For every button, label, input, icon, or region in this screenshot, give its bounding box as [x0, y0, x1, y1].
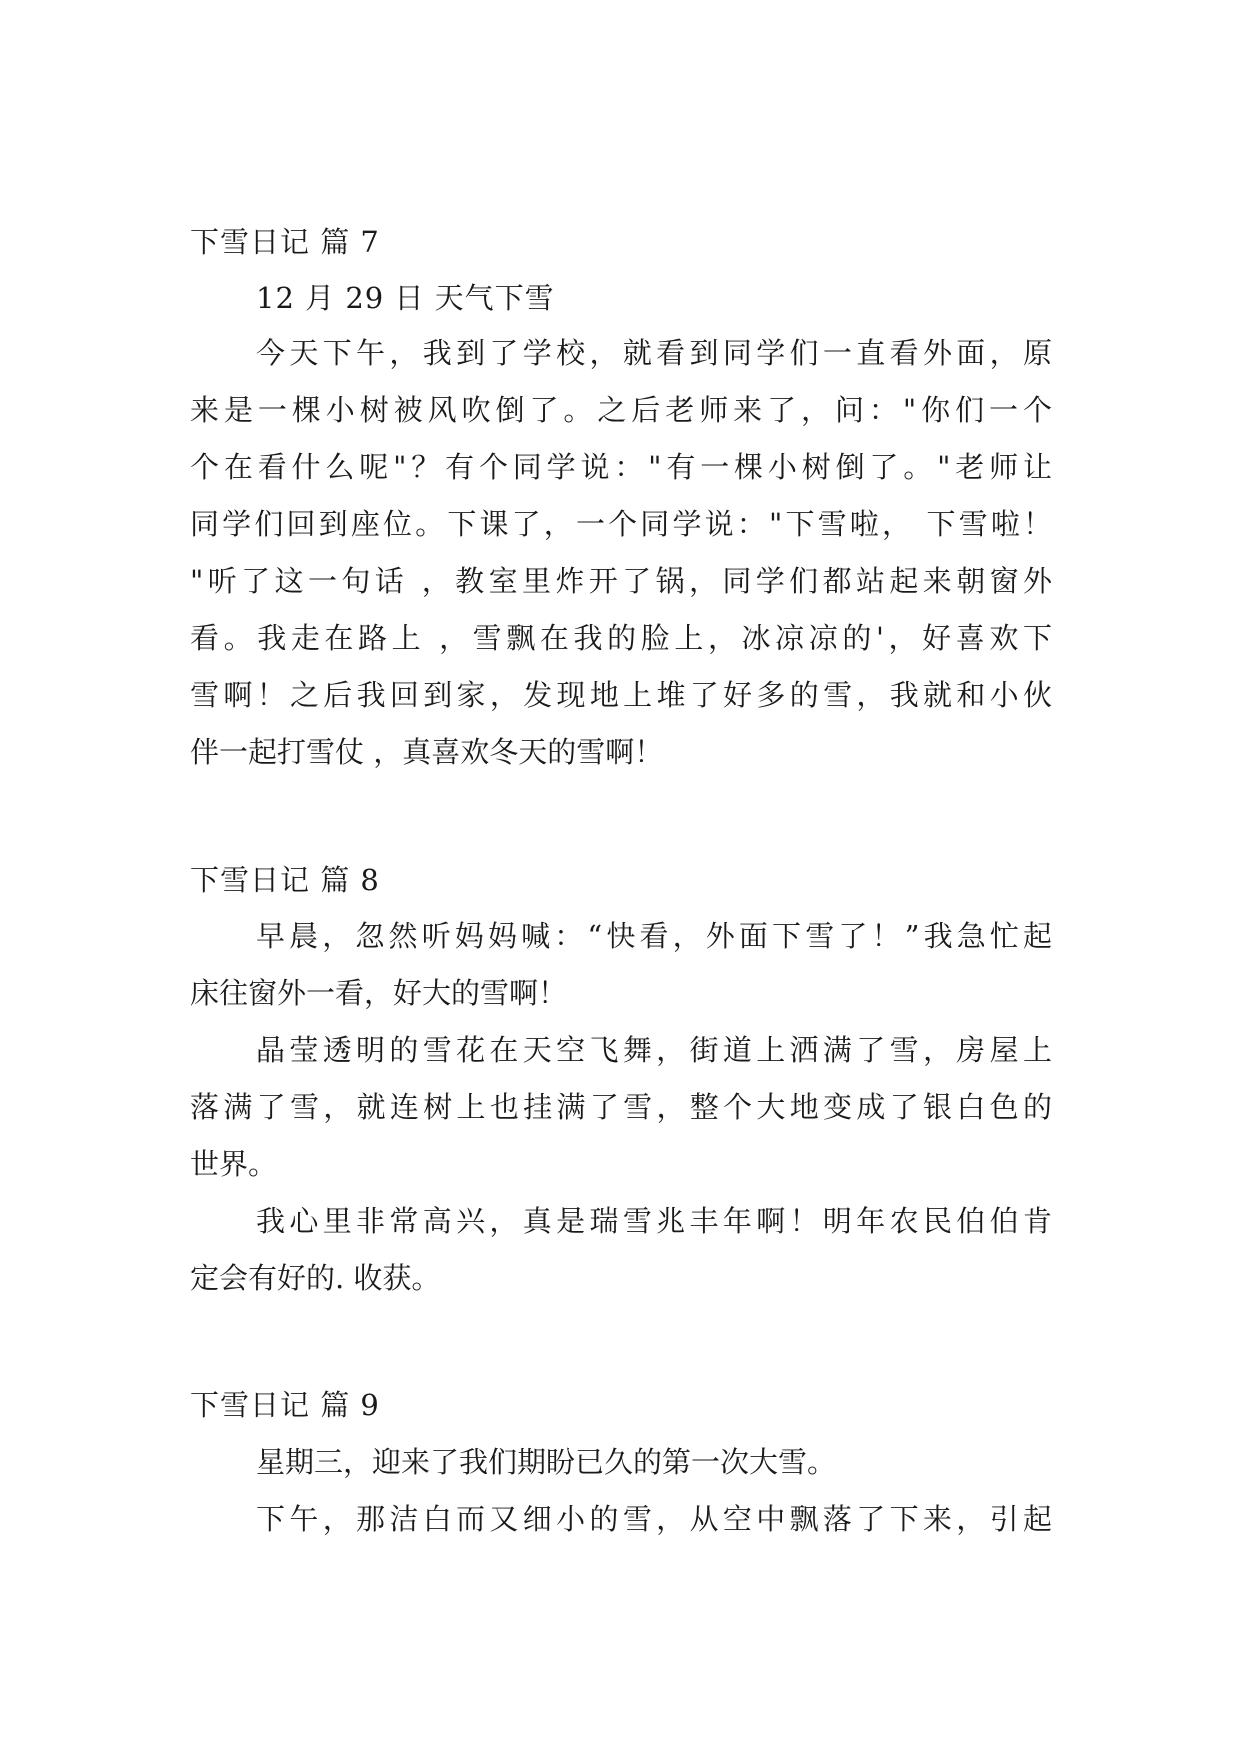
section-8-text-line: 世界。 [190, 1147, 278, 1181]
section-9-heading: 下雪日记 篇 9 [190, 1388, 380, 1422]
section-7-heading: 下雪日记 篇 7 [190, 225, 380, 259]
section-7-date: 12 月 29 日 天气下雪 [256, 281, 555, 315]
section-8-text-line: 落满了雪，就连树上也挂满了雪，整个大地变成了银白色的 [190, 1090, 1052, 1124]
section-8-text-line: 晶莹透明的雪花在天空飞舞，街道上洒满了雪，房屋上 [256, 1033, 1052, 1067]
section-8-text-line: 定会有好的. 收获。 [190, 1261, 441, 1295]
section-7-text-line: 来是一棵小树被风吹倒了。之后老师来了，问："你们一个 [190, 393, 1052, 427]
section-7-text-line: 雪啊！之后我回到家，发现地上堆了好多的雪，我就和小伙 [190, 678, 1052, 712]
section-8-text-line: 我心里非常高兴，真是瑞雪兆丰年啊！明年农民伯伯肯 [256, 1204, 1052, 1238]
section-7-text-line: "听了这一句话 ，教室里炸开了锅，同学们都站起来朝窗外 [190, 564, 1052, 598]
section-7-text-line: 看。我走在路上 ，雪飘在我的脸上，冰凉凉的'，好喜欢下 [190, 621, 1052, 655]
section-8-text-line: 床往窗外一看，好大的雪啊！ [190, 976, 568, 1010]
section-7-text-line: 今天下午，我到了学校，就看到同学们一直看外面，原 [256, 336, 1052, 370]
section-8-text-line: 早晨，忽然听妈妈喊：“快看，外面下雪了！”我急忙起 [256, 919, 1052, 953]
section-7-text-line: 同学们回到座位。下课了，一个同学说："下雪啦， 下雪啦！ [190, 507, 1052, 541]
section-7-text-line: 伴一起打雪仗 ，真喜欢冬天的雪啊！ [190, 735, 664, 769]
section-8-heading: 下雪日记 篇 8 [190, 863, 380, 897]
section-7-text-line: 个在看什么呢"？有个同学说："有一棵小树倒了。"老师让 [190, 450, 1052, 484]
section-9-text-line: 下午，那洁白而又细小的雪，从空中飘落了下来，引起 [256, 1502, 1052, 1536]
section-9-text-line: 星期三，迎来了我们期盼已久的第一次大雪。 [256, 1445, 837, 1479]
